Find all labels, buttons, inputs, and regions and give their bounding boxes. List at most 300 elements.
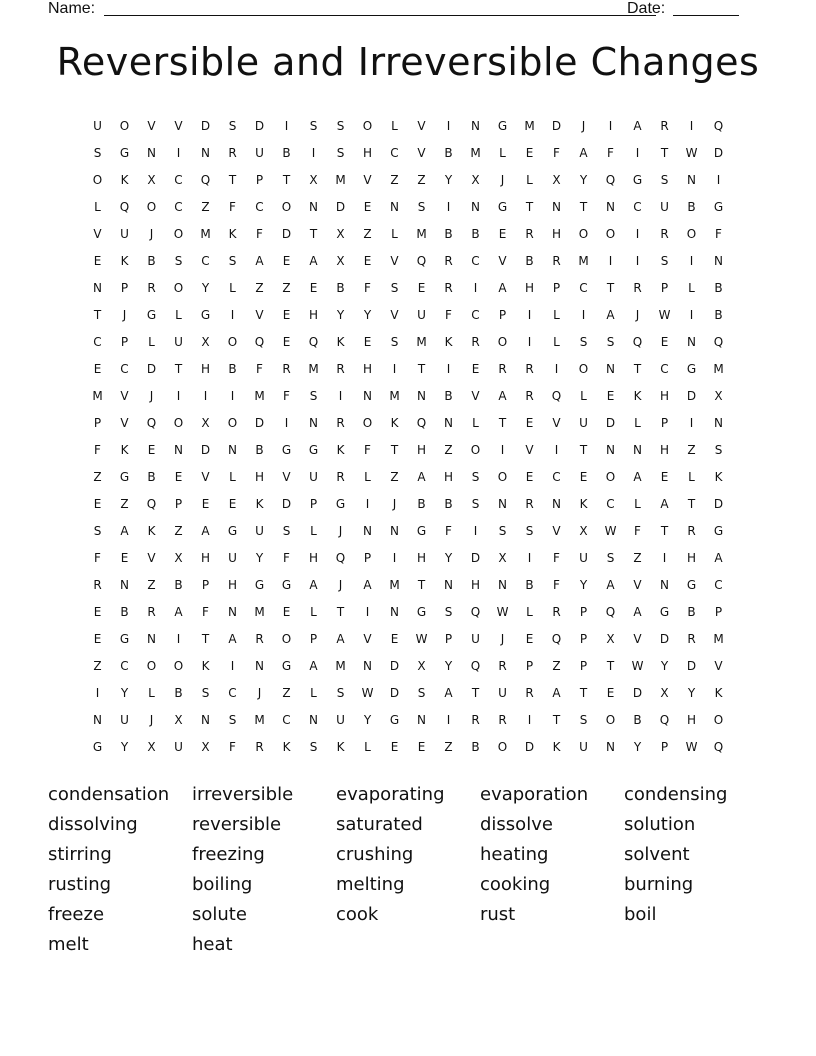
grid-letter[interactable]: S: [228, 712, 237, 727]
grid-letter[interactable]: I: [662, 550, 667, 565]
grid-letter[interactable]: U: [498, 685, 507, 700]
grid-letter[interactable]: A: [498, 388, 507, 403]
grid-letter[interactable]: P: [120, 280, 129, 295]
grid-letter[interactable]: N: [687, 334, 696, 349]
grid-letter[interactable]: Z: [363, 226, 372, 241]
grid-letter[interactable]: Q: [146, 415, 157, 430]
grid-letter[interactable]: C: [228, 685, 237, 700]
grid-letter[interactable]: S: [282, 523, 291, 538]
grid-letter[interactable]: D: [470, 550, 481, 565]
grid-letter[interactable]: L: [310, 523, 317, 538]
grid-letter[interactable]: A: [309, 577, 318, 592]
grid-letter[interactable]: Y: [363, 712, 372, 727]
grid-letter[interactable]: H: [686, 712, 697, 727]
grid-letter[interactable]: E: [282, 334, 291, 349]
grid-letter[interactable]: O: [497, 469, 508, 484]
grid-letter[interactable]: T: [633, 361, 642, 376]
grid-letter[interactable]: S: [660, 253, 669, 268]
grid-letter[interactable]: Y: [579, 577, 588, 592]
grid-letter[interactable]: C: [255, 199, 264, 214]
grid-letter[interactable]: J: [500, 172, 505, 187]
grid-letter[interactable]: I: [446, 199, 451, 214]
grid-letter[interactable]: H: [686, 550, 697, 565]
grid-letter[interactable]: O: [227, 415, 238, 430]
grid-letter[interactable]: X: [201, 334, 210, 349]
name-input-line[interactable]: [104, 15, 656, 16]
grid-letter[interactable]: D: [713, 145, 724, 160]
grid-letter[interactable]: P: [525, 658, 534, 673]
grid-letter[interactable]: Z: [687, 442, 696, 457]
grid-letter[interactable]: D: [281, 226, 292, 241]
grid-letter[interactable]: F: [715, 226, 722, 241]
grid-letter[interactable]: D: [551, 118, 562, 133]
grid-letter[interactable]: J: [338, 523, 343, 538]
grid-letter[interactable]: E: [309, 280, 318, 295]
grid-letter[interactable]: L: [580, 388, 587, 403]
grid-letter[interactable]: F: [634, 523, 641, 538]
grid-letter[interactable]: C: [471, 307, 480, 322]
grid-letter[interactable]: S: [444, 604, 453, 619]
grid-letter[interactable]: V: [552, 415, 561, 430]
grid-letter[interactable]: R: [633, 280, 642, 295]
grid-letter[interactable]: C: [633, 199, 642, 214]
grid-letter[interactable]: D: [686, 658, 697, 673]
grid-letter[interactable]: V: [120, 415, 129, 430]
grid-letter[interactable]: L: [472, 415, 479, 430]
grid-letter[interactable]: E: [363, 199, 372, 214]
grid-letter[interactable]: E: [606, 388, 615, 403]
grid-letter[interactable]: A: [606, 577, 615, 592]
grid-letter[interactable]: I: [689, 118, 694, 133]
grid-letter[interactable]: P: [444, 631, 453, 646]
grid-letter[interactable]: I: [581, 307, 586, 322]
grid-letter[interactable]: S: [471, 469, 480, 484]
grid-letter[interactable]: L: [94, 199, 101, 214]
grid-letter[interactable]: B: [282, 145, 291, 160]
grid-letter[interactable]: M: [578, 253, 589, 268]
grid-letter[interactable]: L: [391, 226, 398, 241]
grid-letter[interactable]: I: [203, 388, 208, 403]
grid-letter[interactable]: V: [471, 388, 480, 403]
grid-letter[interactable]: M: [335, 658, 346, 673]
grid-letter[interactable]: B: [336, 280, 345, 295]
grid-letter[interactable]: N: [309, 415, 318, 430]
grid-letter[interactable]: Q: [659, 712, 670, 727]
grid-letter[interactable]: M: [254, 388, 265, 403]
grid-letter[interactable]: L: [391, 118, 398, 133]
grid-letter[interactable]: O: [605, 469, 616, 484]
grid-letter[interactable]: N: [444, 415, 453, 430]
grid-letter[interactable]: F: [256, 226, 263, 241]
grid-letter[interactable]: N: [444, 577, 453, 592]
grid-letter[interactable]: S: [309, 739, 318, 754]
grid-letter[interactable]: K: [714, 685, 723, 700]
grid-letter[interactable]: E: [282, 307, 291, 322]
grid-letter[interactable]: A: [714, 550, 723, 565]
grid-letter[interactable]: D: [146, 361, 157, 376]
grid-letter[interactable]: S: [93, 145, 102, 160]
grid-letter[interactable]: P: [309, 631, 318, 646]
grid-letter[interactable]: B: [525, 577, 534, 592]
grid-letter[interactable]: Q: [335, 550, 346, 565]
grid-letter[interactable]: P: [579, 631, 588, 646]
grid-letter[interactable]: V: [147, 550, 156, 565]
grid-letter[interactable]: X: [714, 388, 723, 403]
grid-letter[interactable]: E: [228, 496, 237, 511]
grid-letter[interactable]: O: [146, 199, 157, 214]
grid-letter[interactable]: P: [93, 415, 102, 430]
grid-letter[interactable]: B: [147, 469, 156, 484]
grid-letter[interactable]: V: [633, 577, 642, 592]
grid-letter[interactable]: N: [606, 361, 615, 376]
grid-letter[interactable]: N: [390, 523, 399, 538]
grid-letter[interactable]: Q: [605, 604, 616, 619]
grid-letter[interactable]: K: [444, 334, 453, 349]
grid-letter[interactable]: P: [255, 172, 264, 187]
grid-letter[interactable]: S: [93, 523, 102, 538]
grid-letter[interactable]: N: [471, 118, 480, 133]
grid-letter[interactable]: E: [606, 685, 615, 700]
grid-letter[interactable]: C: [120, 658, 129, 673]
grid-letter[interactable]: C: [174, 172, 183, 187]
grid-letter[interactable]: W: [658, 307, 671, 322]
grid-letter[interactable]: X: [174, 712, 183, 727]
grid-letter[interactable]: C: [714, 577, 723, 592]
grid-letter[interactable]: E: [660, 334, 669, 349]
grid-letter[interactable]: J: [257, 685, 262, 700]
grid-letter[interactable]: T: [228, 172, 237, 187]
grid-letter[interactable]: D: [200, 442, 211, 457]
grid-letter[interactable]: S: [336, 145, 345, 160]
grid-letter[interactable]: Q: [416, 253, 427, 268]
grid-letter[interactable]: E: [417, 739, 426, 754]
grid-letter[interactable]: J: [149, 388, 154, 403]
grid-letter[interactable]: H: [254, 469, 265, 484]
grid-letter[interactable]: B: [471, 226, 480, 241]
grid-letter[interactable]: T: [660, 145, 669, 160]
grid-letter[interactable]: M: [713, 631, 724, 646]
grid-letter[interactable]: V: [714, 658, 723, 673]
grid-letter[interactable]: G: [713, 199, 724, 214]
grid-letter[interactable]: D: [200, 118, 211, 133]
grid-letter[interactable]: Z: [282, 685, 291, 700]
grid-letter[interactable]: E: [390, 739, 399, 754]
grid-letter[interactable]: L: [634, 415, 641, 430]
grid-letter[interactable]: R: [255, 739, 264, 754]
grid-letter[interactable]: F: [445, 523, 452, 538]
grid-letter[interactable]: I: [230, 307, 235, 322]
grid-letter[interactable]: I: [176, 388, 181, 403]
grid-letter[interactable]: A: [498, 280, 507, 295]
grid-letter[interactable]: U: [174, 739, 183, 754]
grid-letter[interactable]: G: [146, 307, 157, 322]
grid-letter[interactable]: E: [93, 496, 102, 511]
grid-letter[interactable]: R: [228, 145, 237, 160]
grid-letter[interactable]: N: [174, 442, 183, 457]
grid-letter[interactable]: T: [417, 361, 426, 376]
grid-letter[interactable]: N: [93, 280, 102, 295]
grid-letter[interactable]: G: [497, 118, 508, 133]
grid-letter[interactable]: O: [146, 658, 157, 673]
grid-letter[interactable]: I: [365, 604, 370, 619]
grid-letter[interactable]: V: [498, 253, 507, 268]
grid-letter[interactable]: Z: [282, 280, 291, 295]
grid-letter[interactable]: N: [606, 442, 615, 457]
grid-letter[interactable]: S: [525, 523, 534, 538]
grid-letter[interactable]: L: [526, 604, 533, 619]
grid-letter[interactable]: R: [498, 712, 507, 727]
grid-letter[interactable]: E: [93, 253, 102, 268]
grid-letter[interactable]: N: [228, 442, 237, 457]
grid-letter[interactable]: L: [148, 685, 155, 700]
grid-letter[interactable]: Q: [254, 334, 265, 349]
grid-letter[interactable]: I: [500, 442, 505, 457]
grid-letter[interactable]: M: [416, 226, 427, 241]
grid-letter[interactable]: G: [200, 307, 211, 322]
grid-letter[interactable]: N: [147, 631, 156, 646]
grid-letter[interactable]: Y: [579, 172, 588, 187]
grid-letter[interactable]: B: [444, 145, 453, 160]
grid-letter[interactable]: E: [93, 604, 102, 619]
grid-letter[interactable]: F: [553, 550, 560, 565]
grid-letter[interactable]: E: [174, 469, 183, 484]
grid-letter[interactable]: E: [579, 469, 588, 484]
grid-letter[interactable]: O: [173, 658, 184, 673]
grid-letter[interactable]: D: [389, 685, 400, 700]
grid-letter[interactable]: T: [498, 415, 507, 430]
grid-letter[interactable]: D: [605, 415, 616, 430]
grid-letter[interactable]: S: [579, 334, 588, 349]
grid-letter[interactable]: R: [471, 712, 480, 727]
grid-letter[interactable]: V: [282, 469, 291, 484]
grid-letter[interactable]: X: [498, 550, 507, 565]
grid-letter[interactable]: U: [417, 307, 426, 322]
grid-letter[interactable]: K: [201, 658, 210, 673]
grid-letter[interactable]: S: [606, 550, 615, 565]
grid-letter[interactable]: Z: [93, 469, 102, 484]
grid-letter[interactable]: X: [579, 523, 588, 538]
grid-letter[interactable]: G: [119, 631, 130, 646]
grid-letter[interactable]: E: [93, 631, 102, 646]
grid-letter[interactable]: U: [174, 334, 183, 349]
grid-letter[interactable]: I: [689, 253, 694, 268]
grid-letter[interactable]: G: [281, 658, 292, 673]
grid-letter[interactable]: R: [498, 658, 507, 673]
grid-letter[interactable]: H: [551, 226, 562, 241]
grid-letter[interactable]: N: [309, 712, 318, 727]
grid-letter[interactable]: E: [525, 631, 534, 646]
grid-letter[interactable]: M: [308, 361, 319, 376]
grid-letter[interactable]: K: [336, 739, 345, 754]
grid-letter[interactable]: V: [633, 631, 642, 646]
grid-letter[interactable]: B: [174, 577, 183, 592]
grid-letter[interactable]: A: [579, 145, 588, 160]
grid-letter[interactable]: F: [283, 388, 290, 403]
grid-letter[interactable]: Y: [660, 658, 669, 673]
grid-letter[interactable]: R: [498, 361, 507, 376]
grid-letter[interactable]: A: [228, 631, 237, 646]
grid-letter[interactable]: H: [659, 388, 670, 403]
grid-letter[interactable]: T: [174, 361, 183, 376]
grid-letter[interactable]: Z: [444, 442, 453, 457]
grid-letter[interactable]: L: [634, 496, 641, 511]
grid-letter[interactable]: M: [200, 226, 211, 241]
grid-letter[interactable]: R: [687, 523, 696, 538]
grid-letter[interactable]: S: [336, 685, 345, 700]
grid-letter[interactable]: F: [94, 442, 101, 457]
grid-letter[interactable]: U: [120, 712, 129, 727]
grid-letter[interactable]: H: [200, 361, 211, 376]
grid-letter[interactable]: N: [606, 739, 615, 754]
grid-letter[interactable]: L: [688, 469, 695, 484]
grid-letter[interactable]: J: [581, 118, 586, 133]
grid-letter[interactable]: C: [471, 253, 480, 268]
grid-letter[interactable]: M: [389, 388, 400, 403]
grid-letter[interactable]: O: [605, 226, 616, 241]
grid-letter[interactable]: N: [606, 199, 615, 214]
grid-letter[interactable]: I: [365, 496, 370, 511]
grid-letter[interactable]: A: [336, 631, 345, 646]
grid-letter[interactable]: H: [443, 469, 454, 484]
grid-letter[interactable]: H: [227, 577, 238, 592]
grid-letter[interactable]: R: [255, 631, 264, 646]
grid-letter[interactable]: I: [473, 280, 478, 295]
grid-letter[interactable]: S: [309, 118, 318, 133]
grid-letter[interactable]: N: [714, 253, 723, 268]
grid-letter[interactable]: B: [120, 604, 129, 619]
grid-letter[interactable]: I: [554, 361, 559, 376]
grid-letter[interactable]: T: [282, 172, 291, 187]
grid-letter[interactable]: O: [578, 226, 589, 241]
grid-letter[interactable]: Y: [687, 685, 696, 700]
grid-letter[interactable]: O: [497, 334, 508, 349]
grid-letter[interactable]: Y: [336, 307, 345, 322]
grid-letter[interactable]: I: [473, 523, 478, 538]
grid-letter[interactable]: Z: [93, 658, 102, 673]
grid-letter[interactable]: J: [338, 577, 343, 592]
grid-letter[interactable]: P: [498, 307, 507, 322]
grid-letter[interactable]: S: [336, 118, 345, 133]
grid-letter[interactable]: P: [660, 280, 669, 295]
grid-letter[interactable]: F: [94, 550, 101, 565]
grid-letter[interactable]: L: [688, 280, 695, 295]
grid-letter[interactable]: M: [389, 577, 400, 592]
grid-letter[interactable]: Y: [201, 280, 210, 295]
grid-letter[interactable]: P: [579, 658, 588, 673]
grid-letter[interactable]: U: [579, 550, 588, 565]
grid-letter[interactable]: K: [147, 523, 156, 538]
grid-letter[interactable]: A: [255, 253, 264, 268]
grid-letter[interactable]: X: [336, 226, 345, 241]
grid-letter[interactable]: G: [281, 442, 292, 457]
grid-letter[interactable]: T: [687, 496, 696, 511]
grid-letter[interactable]: A: [552, 685, 561, 700]
grid-letter[interactable]: J: [149, 712, 154, 727]
grid-letter[interactable]: E: [147, 442, 156, 457]
grid-letter[interactable]: P: [363, 550, 372, 565]
grid-letter[interactable]: G: [119, 145, 130, 160]
grid-letter[interactable]: E: [93, 361, 102, 376]
grid-letter[interactable]: K: [390, 415, 399, 430]
grid-letter[interactable]: N: [633, 442, 642, 457]
grid-letter[interactable]: F: [283, 550, 290, 565]
grid-letter[interactable]: N: [498, 496, 507, 511]
grid-letter[interactable]: I: [716, 172, 721, 187]
grid-letter[interactable]: J: [149, 226, 154, 241]
grid-letter[interactable]: C: [390, 145, 399, 160]
grid-letter[interactable]: H: [200, 550, 211, 565]
grid-letter[interactable]: V: [363, 631, 372, 646]
grid-letter[interactable]: N: [147, 145, 156, 160]
grid-letter[interactable]: R: [687, 631, 696, 646]
grid-letter[interactable]: G: [686, 361, 697, 376]
grid-letter[interactable]: D: [686, 388, 697, 403]
grid-letter[interactable]: N: [417, 712, 426, 727]
grid-letter[interactable]: I: [527, 550, 532, 565]
grid-letter[interactable]: C: [120, 361, 129, 376]
grid-letter[interactable]: S: [228, 118, 237, 133]
grid-letter[interactable]: O: [281, 199, 292, 214]
grid-letter[interactable]: L: [148, 334, 155, 349]
grid-letter[interactable]: A: [120, 523, 129, 538]
grid-letter[interactable]: Y: [444, 658, 453, 673]
grid-letter[interactable]: T: [309, 226, 318, 241]
grid-letter[interactable]: Z: [552, 658, 561, 673]
grid-letter[interactable]: E: [363, 253, 372, 268]
grid-letter[interactable]: X: [552, 172, 561, 187]
grid-letter[interactable]: N: [552, 496, 561, 511]
grid-letter[interactable]: G: [416, 604, 427, 619]
grid-letter[interactable]: N: [309, 199, 318, 214]
grid-letter[interactable]: S: [390, 280, 399, 295]
grid-letter[interactable]: T: [579, 685, 588, 700]
grid-letter[interactable]: U: [579, 739, 588, 754]
grid-letter[interactable]: I: [635, 226, 640, 241]
grid-letter[interactable]: D: [713, 496, 724, 511]
grid-letter[interactable]: C: [174, 199, 183, 214]
grid-letter[interactable]: G: [92, 739, 103, 754]
grid-letter[interactable]: Z: [120, 496, 129, 511]
grid-letter[interactable]: I: [392, 361, 397, 376]
grid-letter[interactable]: R: [147, 604, 156, 619]
grid-letter[interactable]: Q: [713, 334, 724, 349]
grid-letter[interactable]: G: [416, 523, 427, 538]
grid-letter[interactable]: Y: [120, 739, 129, 754]
grid-letter[interactable]: S: [498, 523, 507, 538]
grid-letter[interactable]: M: [254, 712, 265, 727]
grid-letter[interactable]: F: [445, 307, 452, 322]
grid-letter[interactable]: X: [471, 172, 480, 187]
grid-letter[interactable]: R: [336, 469, 345, 484]
grid-letter[interactable]: Q: [470, 658, 481, 673]
grid-letter[interactable]: Z: [390, 469, 399, 484]
grid-letter[interactable]: L: [229, 280, 236, 295]
grid-letter[interactable]: I: [446, 118, 451, 133]
grid-letter[interactable]: F: [607, 145, 614, 160]
grid-letter[interactable]: V: [255, 307, 264, 322]
grid-letter[interactable]: K: [120, 442, 129, 457]
grid-letter[interactable]: T: [606, 658, 615, 673]
grid-letter[interactable]: I: [527, 307, 532, 322]
grid-letter[interactable]: R: [660, 226, 669, 241]
grid-letter[interactable]: U: [93, 118, 102, 133]
date-input-line[interactable]: [673, 15, 739, 16]
grid-letter[interactable]: P: [552, 280, 561, 295]
grid-letter[interactable]: B: [471, 739, 480, 754]
grid-letter[interactable]: O: [362, 415, 373, 430]
grid-letter[interactable]: T: [417, 577, 426, 592]
grid-letter[interactable]: L: [229, 469, 236, 484]
